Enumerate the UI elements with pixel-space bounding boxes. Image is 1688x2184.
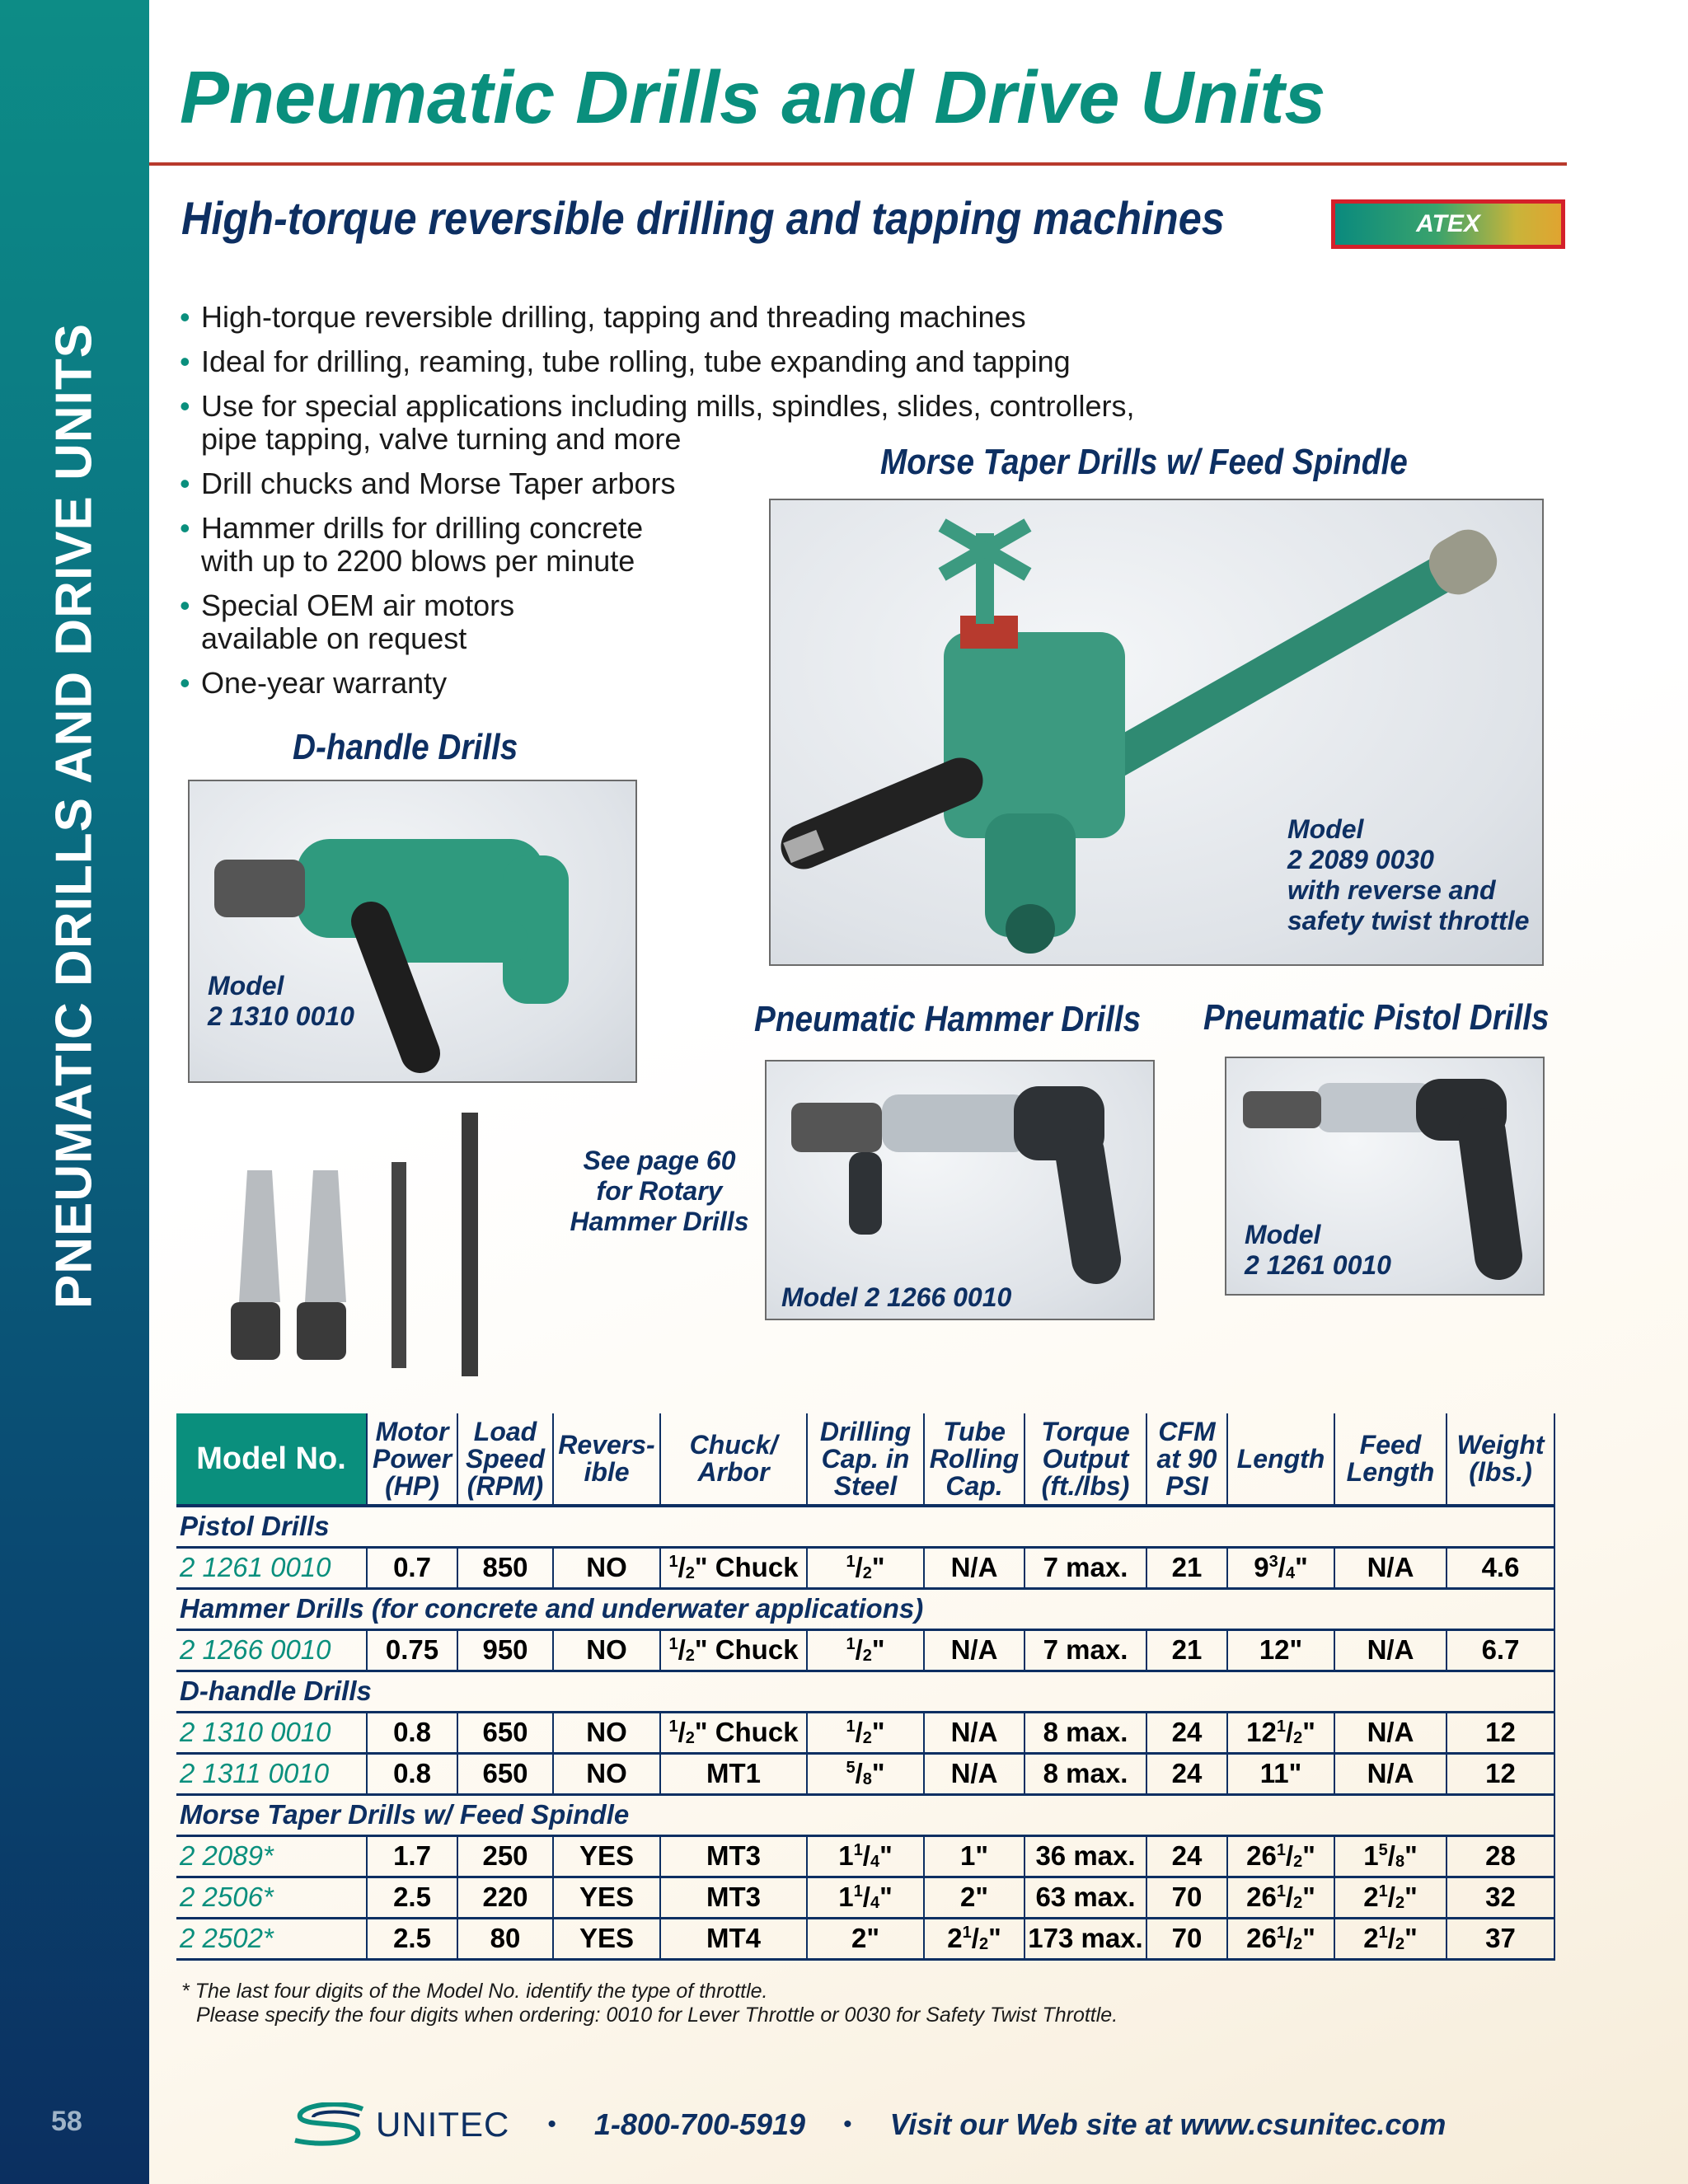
col-header (457, 1413, 553, 1506)
col-header (367, 1413, 457, 1506)
table-cell: $^1/_2$" (807, 1712, 924, 1753)
table-row (176, 1629, 1554, 1671)
table-cell: 21 (1146, 1547, 1227, 1588)
col-header (1025, 1413, 1146, 1506)
col-header (660, 1413, 807, 1506)
table-cell: 2.5 (367, 1918, 457, 1959)
feature-line: • Use for special applications including mills, spindles, slides, controllers, (201, 389, 1135, 423)
table-cell: 36 max. (1025, 1835, 1146, 1877)
table-cell: 70 (1146, 1918, 1227, 1959)
see-page-note (569, 1146, 750, 1237)
model-number[interactable]: 2 2506* (176, 1877, 367, 1918)
caption-line: safety twist throttle (1287, 906, 1530, 935)
note-line: for Rotary (596, 1176, 723, 1206)
page-title: Pneumatic Drills and Drive Units (180, 57, 1326, 139)
hammer-drill-image (767, 1062, 1153, 1319)
footnote-line: * The last four digits of the Model No. identify the type of throttle. (181, 1980, 768, 2003)
feature-line: pipe tapping, valve turning and more (201, 422, 682, 456)
footnote-line: Please specify the four digits when ordering: 0010 for Lever Throttle or 0030 for Safety Twist Throttle. (196, 2004, 1118, 2027)
table-cell: 220 (457, 1877, 553, 1918)
col-header-line: PSI (1165, 1470, 1208, 1501)
spec-table-body (176, 1506, 1554, 1959)
title-divider (149, 162, 1567, 166)
group-label: Morse Taper Drills w/ Feed Spindle (176, 1794, 1554, 1835)
morse-caption (1287, 814, 1529, 936)
table-cell: 7 max. (1025, 1629, 1146, 1671)
sidebar-title: PNEUMATIC DRILLS AND DRIVE UNITS (45, 322, 103, 1310)
caption-line: Model (1287, 814, 1364, 844)
col-header-line: Chuck/ (689, 1430, 778, 1460)
col-header-line: Motor (375, 1416, 449, 1446)
feature-line: • Special OEM air motors (201, 588, 515, 622)
feature-line: Ideal for drilling, reaming, tube rolling, tube expanding and tapping (201, 344, 1071, 378)
table-group-row (176, 1506, 1554, 1547)
table-cell: NO (553, 1753, 660, 1794)
dhandle-drill-image (190, 781, 635, 1081)
table-cell: MT1 (660, 1753, 807, 1794)
feature-item (180, 301, 1135, 334)
arbor-illustration (231, 1113, 478, 1376)
table-cell: N/A (1334, 1547, 1447, 1588)
footer (288, 2100, 1446, 2149)
col-header-line: Length (1236, 1443, 1325, 1474)
table-row (176, 1835, 1554, 1877)
table-cell: 4.6 (1447, 1547, 1554, 1588)
table-cell: 0.8 (367, 1753, 457, 1794)
col-header-line: (HP) (385, 1470, 439, 1501)
caption-line: Model (208, 971, 284, 1001)
col-header (924, 1413, 1025, 1506)
footer-phone[interactable]: 1-800-700-5919 (593, 2107, 806, 2141)
col-header (1146, 1413, 1227, 1506)
table-cell: 12 (1447, 1753, 1554, 1794)
col-header-line: Cap. (945, 1470, 1003, 1501)
table-cell: N/A (924, 1629, 1025, 1671)
table-cell: N/A (924, 1547, 1025, 1588)
table-cell: $2^1/_2$" (1334, 1877, 1447, 1918)
table-cell: $^1/_2$" Chuck (660, 1547, 807, 1588)
table-cell: 80 (457, 1918, 553, 1959)
hammer-drill-photo (765, 1060, 1155, 1320)
table-row (176, 1547, 1554, 1588)
model-number[interactable]: 2 2089* (176, 1835, 367, 1877)
group-label: D-handle Drills (176, 1671, 1554, 1712)
table-cell: $^5/_8$" (807, 1753, 924, 1794)
dhandle-drill-photo (188, 780, 637, 1083)
model-number[interactable]: 2 1311 0010 (176, 1753, 367, 1794)
caption-line: Model 2 1266 0010 (781, 1282, 1012, 1312)
table-cell: 37 (1447, 1918, 1554, 1959)
footer-separator: • (547, 2111, 556, 2138)
col-header-line: Rolling (929, 1443, 1020, 1474)
col-header (1334, 1413, 1447, 1506)
feature-line: Drill chucks and Morse Taper arbors (201, 466, 676, 500)
table-cell: 63 max. (1025, 1877, 1146, 1918)
morse-heading: Morse Taper Drills w/ Feed Spindle (880, 442, 1408, 482)
hammer-heading: Pneumatic Hammer Drills (754, 999, 1142, 1039)
table-cell: 2" (807, 1918, 924, 1959)
table-cell: 0.8 (367, 1712, 457, 1753)
table-cell: 1.7 (367, 1835, 457, 1877)
arbors-image (223, 1104, 536, 1385)
table-cell: $1^1/_4$" (807, 1877, 924, 1918)
page-subtitle: High-torque reversible drilling and tapping machines (181, 192, 1225, 244)
col-header (176, 1413, 367, 1506)
table-group-row (176, 1671, 1554, 1712)
table-cell: N/A (1334, 1712, 1447, 1753)
table-cell: 24 (1146, 1712, 1227, 1753)
table-cell: 28 (1447, 1835, 1554, 1877)
table-cell: YES (553, 1918, 660, 1959)
table-cell: 8 max. (1025, 1712, 1146, 1753)
table-row (176, 1877, 1554, 1918)
table-row (176, 1918, 1554, 1959)
table-cell: N/A (1334, 1629, 1447, 1671)
table-cell: 650 (457, 1712, 553, 1753)
note-line: See page 60 (583, 1146, 736, 1175)
unitec-logo (288, 2102, 509, 2147)
model-number[interactable]: 2 1310 0010 (176, 1712, 367, 1753)
caption-line: with reverse and (1287, 875, 1496, 905)
col-header (1447, 1413, 1554, 1506)
col-header (1227, 1413, 1334, 1506)
pistol-caption (1245, 1220, 1391, 1281)
col-header-line: ible (584, 1457, 630, 1487)
table-cell: 70 (1146, 1877, 1227, 1918)
caption-line: Model (1245, 1220, 1321, 1249)
table-cell: $^1/_2$" (807, 1547, 924, 1588)
feature-line: available on request (201, 621, 467, 655)
table-header-row (176, 1413, 1554, 1506)
table-cell: NO (553, 1712, 660, 1753)
table-cell: 8 max. (1025, 1753, 1146, 1794)
model-number[interactable]: 2 2502* (176, 1918, 367, 1959)
col-header-line: Weight (1456, 1430, 1545, 1460)
table-cell: 6.7 (1447, 1629, 1554, 1671)
col-header-line: Load (473, 1416, 537, 1446)
group-label: Pistol Drills (176, 1506, 1554, 1547)
table-cell: N/A (924, 1712, 1025, 1753)
table-cell: 24 (1146, 1753, 1227, 1794)
table-cell: MT3 (660, 1835, 807, 1877)
table-cell: $26^1/_2$" (1227, 1918, 1334, 1959)
table-cell: 0.7 (367, 1547, 457, 1588)
hammer-caption (781, 1282, 1011, 1313)
table-cell: 24 (1146, 1835, 1227, 1877)
footer-separator: • (843, 2111, 852, 2138)
table-cell: 11" (1227, 1753, 1334, 1794)
table-cell: N/A (924, 1753, 1025, 1794)
table-cell: YES (553, 1877, 660, 1918)
feature-line: with up to 2200 blows per minute (201, 544, 635, 578)
col-header-line: (RPM) (467, 1470, 544, 1501)
caption-line: 2 2089 0030 (1287, 845, 1434, 874)
table-group-row (176, 1588, 1554, 1629)
table-cell: 2" (924, 1877, 1025, 1918)
table-cell: 650 (457, 1753, 553, 1794)
feature-line: One-year warranty (201, 666, 448, 700)
note-line: Hammer Drills (570, 1207, 749, 1236)
col-header (807, 1413, 924, 1506)
col-header-line: (ft./lbs) (1041, 1470, 1130, 1501)
model-number[interactable]: 2 1261 0010 (176, 1547, 367, 1588)
table-row (176, 1753, 1554, 1794)
col-header-line: at 90 (1156, 1443, 1217, 1474)
col-header-line: Drilling (819, 1416, 912, 1446)
table-cell: $12^1/_2$" (1227, 1712, 1334, 1753)
table-cell: NO (553, 1547, 660, 1588)
col-header-line: Length (1346, 1457, 1435, 1487)
table-cell: $2^1/_2$" (1334, 1918, 1447, 1959)
col-header-line: CFM (1158, 1416, 1216, 1446)
table-row (176, 1712, 1554, 1753)
feature-line: High-torque reversible drilling, tapping and threading machines (201, 300, 1026, 334)
caption-line: 2 1310 0010 (208, 1001, 354, 1031)
cs-swoosh-icon (288, 2102, 371, 2147)
col-header-line: Output (1042, 1443, 1129, 1474)
atex-badge: ATEX (1331, 199, 1565, 249)
col-header-line: (lbs.) (1469, 1457, 1532, 1487)
table-cell: $26^1/_2$" (1227, 1877, 1334, 1918)
group-label: Hammer Drills (for concrete and underwater applications) (176, 1588, 1554, 1629)
col-header-line: Tube (943, 1416, 1006, 1446)
col-header-line: Arbor (697, 1457, 770, 1487)
table-cell: 2.5 (367, 1877, 457, 1918)
col-header-line: Steel (833, 1470, 898, 1501)
table-cell: 7 max. (1025, 1547, 1146, 1588)
feature-line: • Hammer drills for drilling concrete (201, 511, 644, 545)
col-header-line: Speed (465, 1443, 546, 1474)
table-cell: 173 max. (1025, 1918, 1146, 1959)
table-cell: 250 (457, 1835, 553, 1877)
hammer-drill-illustration (791, 1086, 1104, 1259)
table-cell: $26^1/_2$" (1227, 1835, 1334, 1877)
table-cell: YES (553, 1835, 660, 1877)
table-group-row (176, 1794, 1554, 1835)
table-cell: MT4 (660, 1918, 807, 1959)
spec-table (176, 1413, 1555, 1961)
table-cell: NO (553, 1629, 660, 1671)
table-cell: $^1/_2$" Chuck (660, 1629, 807, 1671)
caption-line: 2 1261 0010 (1245, 1250, 1391, 1280)
footnote (181, 1980, 1118, 2027)
model-number[interactable]: 2 1266 0010 (176, 1629, 367, 1671)
table-cell: 0.75 (367, 1629, 457, 1671)
col-header (553, 1413, 660, 1506)
table-cell: 1" (924, 1835, 1025, 1877)
feature-item (180, 345, 1135, 378)
table-cell: N/A (1334, 1753, 1447, 1794)
col-header-line: Cap. in (821, 1443, 910, 1474)
col-header-line: Feed (1359, 1430, 1422, 1460)
table-cell: $^1/_2$" (807, 1629, 924, 1671)
table-cell: $1^1/_4$" (807, 1835, 924, 1877)
table-cell: 850 (457, 1547, 553, 1588)
col-header-line: Torque (1041, 1416, 1130, 1446)
table-cell: 12" (1227, 1629, 1334, 1671)
table-cell: MT3 (660, 1877, 807, 1918)
brand-name: UNITEC (376, 2105, 510, 2144)
table-cell: $^1/_2$" Chuck (660, 1712, 807, 1753)
table-cell: $2^1/_2$" (924, 1918, 1025, 1959)
table-cell: $1^5/_8$" (1334, 1835, 1447, 1877)
table-cell: 32 (1447, 1877, 1554, 1918)
pistol-heading: Pneumatic Pistol Drills (1203, 997, 1550, 1038)
col-header-line: Model No. (196, 1441, 346, 1476)
footer-website[interactable]: Visit our Web site at www.csunitec.com (889, 2107, 1447, 2141)
table-cell: $9^3/_4$" (1227, 1547, 1334, 1588)
dhandle-heading: D-handle Drills (293, 727, 518, 767)
page-number: 58 (51, 2106, 82, 2137)
dhandle-caption (208, 971, 354, 1032)
col-header-line: Revers- (558, 1430, 655, 1460)
table-cell: 12 (1447, 1712, 1554, 1753)
col-header-line: Power (372, 1443, 452, 1474)
table-cell: 21 (1146, 1629, 1227, 1671)
table-cell: 950 (457, 1629, 553, 1671)
